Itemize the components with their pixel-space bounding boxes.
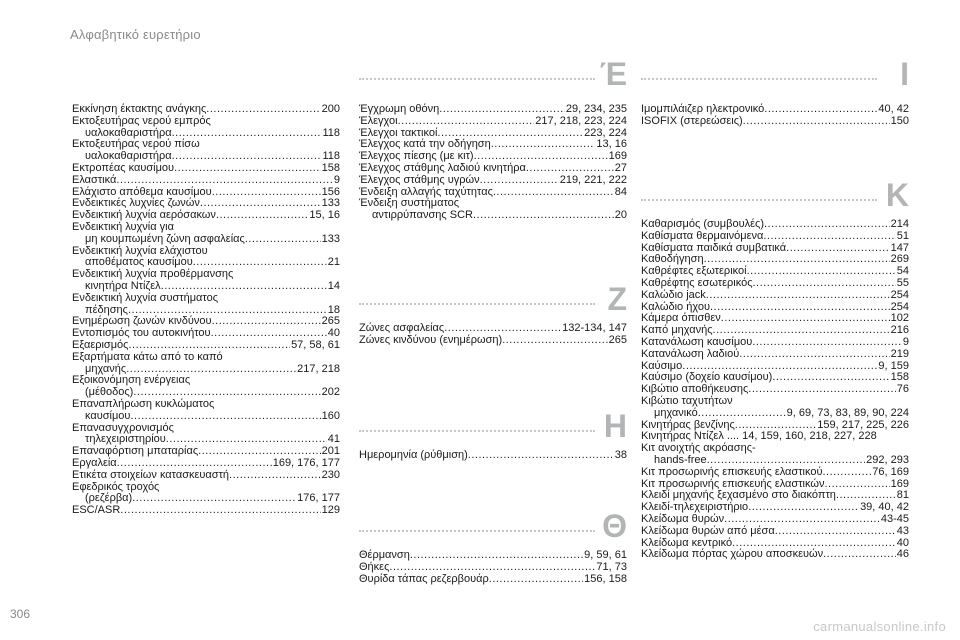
index-entry xyxy=(72,505,340,517)
letter-header-z xyxy=(359,281,627,317)
entry-line xyxy=(72,116,340,128)
letter-header-i xyxy=(641,56,909,92)
entry-term: Ενδεικτική λυχνία αερόσακων xyxy=(72,209,216,222)
entry-pages: 71, 73 xyxy=(596,560,627,573)
entry-pages: 217, 218, 223, 224 xyxy=(535,114,627,127)
index-entry xyxy=(72,340,340,352)
section-letter: K xyxy=(885,177,909,213)
leader-dots xyxy=(245,234,321,246)
entry-line xyxy=(359,550,627,562)
entry-pages: 200 xyxy=(321,103,340,115)
index-entry xyxy=(641,443,909,467)
entry-line xyxy=(641,467,909,479)
entry-pages: 18 xyxy=(327,303,340,316)
entry-pages: 20 xyxy=(614,209,627,222)
entry-term: Ετικέτα στοιχείων κατασκευαστή xyxy=(72,468,230,481)
entry-term: Θήκες xyxy=(359,560,390,573)
entry-term: Ζώνες κινδύνου (ενημέρωση) xyxy=(359,333,503,346)
index-entry xyxy=(72,470,340,482)
entry-pages: 147 xyxy=(890,241,909,254)
entry-term: αντιρρύπανσης SCR xyxy=(372,209,473,222)
entry-term: hands-free xyxy=(654,453,707,466)
leader-dots xyxy=(764,219,890,231)
entry-pages: 46 xyxy=(896,548,909,561)
entry-term: Ενδεικτική λυχνία προθέρμανσης xyxy=(72,268,234,281)
entry-line xyxy=(72,505,340,517)
index-entry xyxy=(641,290,909,302)
entry-pages: 150 xyxy=(890,114,909,127)
entry-term: Καθρέφτης εσωτερικός xyxy=(641,276,753,289)
entry-pages: 158 xyxy=(890,371,909,384)
leader-dots xyxy=(468,450,614,462)
index-entry xyxy=(359,116,627,128)
entry-pages: 9, 59, 61 xyxy=(584,549,627,561)
entry-term: Εξοικονόμηση ενέργειας xyxy=(72,374,191,387)
entry-pages: 76, 169 xyxy=(872,465,909,478)
entry-line xyxy=(72,234,340,246)
entry-term: Εφεδρικός τροχός xyxy=(72,480,160,493)
entry-term: Κλειδί μηχανής ξεχασμένο στο διακόπτη xyxy=(641,489,836,502)
entry-line xyxy=(641,408,909,420)
entry-pages: 169 xyxy=(890,477,909,490)
entry-pages: 254 xyxy=(890,300,909,313)
entry-term: Έλεγχος πίεσης (με κιτ) xyxy=(359,150,474,163)
leader-dots xyxy=(206,104,320,116)
index-entry xyxy=(359,163,627,175)
letter-header-e-tonos xyxy=(359,56,627,92)
leader-dots xyxy=(710,302,890,314)
leader-dots xyxy=(120,505,320,517)
entry-line xyxy=(641,290,909,302)
entry-term: Κλείδωμα θυρών από μέσα xyxy=(641,524,775,537)
entry-term: Ενδεικτική λυχνία συστήματος xyxy=(72,291,219,304)
index-entry xyxy=(72,222,340,246)
index-entry xyxy=(641,337,909,349)
entry-pages: 76 xyxy=(896,383,909,396)
leader-dots xyxy=(526,163,614,175)
entry-pages: 169 xyxy=(608,150,627,163)
leader-dots xyxy=(473,210,614,222)
entry-term: Έλεγχος κατά την οδήγηση xyxy=(359,138,491,151)
leader-dots xyxy=(172,151,322,163)
index-entry xyxy=(641,278,909,290)
index-entry xyxy=(359,562,627,574)
leader-dots xyxy=(748,502,859,514)
leader-dots xyxy=(739,349,889,361)
leader-dots xyxy=(823,467,872,479)
entry-pages: 160 xyxy=(321,409,340,422)
entry-pages: 40 xyxy=(327,327,340,340)
entry-term: Κινητήρας Ντίζελ .... 14, 159, 160, 218, 227, 228 xyxy=(641,430,877,443)
entry-pages: 40 xyxy=(896,536,909,549)
entry-term: Ένδειξη συστήματος xyxy=(359,197,460,210)
entry-line xyxy=(641,514,909,526)
dotted-divider xyxy=(359,78,595,80)
entry-pages: 254 xyxy=(890,288,909,301)
leader-dots xyxy=(823,549,896,561)
section-letter: Z xyxy=(607,281,627,317)
entry-line xyxy=(641,549,909,561)
leader-dots xyxy=(389,562,595,574)
entry-line xyxy=(72,340,340,352)
dotted-divider xyxy=(641,78,877,80)
entry-line xyxy=(359,116,627,128)
leader-dots xyxy=(724,514,880,526)
entry-term: κινητήρα Ντίζελ xyxy=(85,279,161,292)
index-entry xyxy=(72,352,340,376)
entry-term: Ελάχιστο απόθεμα καυσίμου xyxy=(72,185,212,198)
entry-pages: 118 xyxy=(322,150,340,163)
index-entry xyxy=(359,574,627,586)
entry-pages: 29, 234, 235 xyxy=(565,103,627,115)
leader-dots xyxy=(117,458,272,470)
entry-pages: 176, 177 xyxy=(297,492,340,505)
index-entry xyxy=(72,163,340,175)
section-letter: I xyxy=(900,56,909,92)
entry-pages: 40, 42 xyxy=(878,103,909,115)
entry-term: (μέθοδος) xyxy=(85,386,134,399)
leader-dots xyxy=(493,187,614,199)
entries-th xyxy=(359,550,627,585)
entry-term: Κλειδί-τηλεχειριστήριο xyxy=(641,501,749,514)
entry-pages: 84 xyxy=(614,185,627,198)
leader-dots xyxy=(174,163,321,175)
entry-term: Καλώδιο jack xyxy=(641,288,706,301)
entry-line xyxy=(72,293,340,305)
leader-dots xyxy=(116,175,333,187)
entry-pages: 9 xyxy=(902,335,909,348)
entry-term: Κλείδωμα κεντρικό xyxy=(641,536,733,549)
entry-pages: 216 xyxy=(890,324,909,337)
leader-dots xyxy=(410,550,583,562)
entry-pages: 9, 159 xyxy=(878,359,909,372)
entry-term: Κιβώτιο αποθήκευσης xyxy=(641,383,749,396)
index-entry xyxy=(359,335,627,347)
entry-pages: 51 xyxy=(896,229,909,242)
index-entry xyxy=(72,399,340,423)
entry-line xyxy=(641,231,909,243)
entry-term: Ζώνες ασφαλείας xyxy=(359,322,445,334)
entry-term: Εξαερισμός xyxy=(72,338,129,351)
leader-dots xyxy=(721,313,890,325)
entry-term: πέδησης xyxy=(85,303,128,316)
index-entry xyxy=(72,458,340,470)
entry-line xyxy=(641,455,909,467)
entry-pages: 38 xyxy=(614,449,627,461)
leader-dots xyxy=(130,411,320,423)
entry-pages: 9, 69, 73, 83, 89, 90, 224 xyxy=(786,406,909,419)
entry-pages: 158 xyxy=(321,161,340,174)
entry-term: Επαναφόρτιση μπαταρίας xyxy=(72,445,199,458)
entry-line xyxy=(641,337,909,349)
entry-term: Καθοδήγηση xyxy=(641,253,704,266)
entry-pages: 81 xyxy=(896,489,909,502)
entry-line xyxy=(641,526,909,538)
entry-line xyxy=(641,349,909,361)
entry-term: Κιτ ανοιχτής ακρόασης- xyxy=(641,442,756,455)
leader-dots xyxy=(200,198,321,210)
entries-h xyxy=(359,450,627,462)
entry-term: Καθίσματα παιδικά συμβατικά xyxy=(641,241,787,254)
entry-term: Καθίσματα θερμαινόμενα xyxy=(641,229,764,242)
leader-dots xyxy=(786,243,889,255)
leader-dots xyxy=(161,281,327,293)
entry-term: Κατανάλωση καυσίμου xyxy=(641,335,753,348)
entry-term: μηχανής xyxy=(85,362,127,375)
entry-term: Εντοπισμός του αυτοκινήτου xyxy=(72,327,211,340)
entry-term: μηχανικό xyxy=(654,406,698,419)
entry-term: Κιβώτιο ταχυτήτων xyxy=(641,394,733,407)
entries-k xyxy=(641,219,909,561)
entries-i xyxy=(641,104,909,128)
entry-pages: 292, 293 xyxy=(866,453,909,466)
entry-term: Ενημέρωση ζωνών κινδύνου xyxy=(72,315,212,328)
entry-term: Ένδειξη αλλαγής ταχύτητας xyxy=(359,185,493,198)
entry-pages: 169, 176, 177 xyxy=(272,456,340,469)
entry-term: Εκτοξευτήρας νερού εμπρός xyxy=(72,114,211,127)
entry-pages: 269 xyxy=(890,253,909,266)
entry-term: Κατανάλωση λαδιού xyxy=(641,347,740,360)
entries-z xyxy=(359,323,627,347)
entry-term: Κάμερα όπισθεν xyxy=(641,312,721,325)
entry-pages: 265 xyxy=(608,333,627,346)
entry-line xyxy=(72,222,340,234)
entry-term: Καθαρισμός (συμβουλές) xyxy=(641,218,764,230)
index-entry xyxy=(72,423,340,447)
index-entry xyxy=(359,550,627,562)
dotted-divider xyxy=(359,303,595,305)
index-entry xyxy=(359,198,627,222)
leader-dots xyxy=(707,455,866,467)
page-number: 306 xyxy=(10,607,31,621)
entry-pages: 219 xyxy=(890,347,909,360)
index-entry xyxy=(72,175,340,187)
entry-term: καυσίμου xyxy=(85,409,131,422)
dotted-divider xyxy=(641,199,877,201)
entry-pages: 55 xyxy=(896,276,909,289)
leader-dots xyxy=(132,493,296,505)
leader-dots xyxy=(772,372,889,384)
leader-dots xyxy=(216,210,309,222)
entry-term: τηλεχειριστηρίου xyxy=(85,433,166,446)
index-entry xyxy=(641,231,909,243)
entries-e-tonos xyxy=(72,104,340,517)
index-entry xyxy=(359,175,627,187)
entry-pages: 54 xyxy=(896,265,909,278)
entry-pages: 202 xyxy=(321,386,340,399)
entry-term: Έλεγχος στάθμης υγρών xyxy=(359,173,480,186)
entry-pages: 15, 16 xyxy=(309,209,340,222)
entry-term: Ιμομπιλάιζερ ηλεκτρονικό xyxy=(641,103,765,115)
entry-line xyxy=(72,281,340,293)
entry-pages: 159, 217, 225, 226 xyxy=(817,418,909,431)
index-entry xyxy=(641,526,909,538)
entry-term: ESC/ASR xyxy=(72,504,121,517)
entry-pages: 14 xyxy=(327,279,340,292)
entry-term: Κινητήρας βενζίνης xyxy=(641,418,735,431)
index-entry xyxy=(641,514,909,526)
entry-line xyxy=(72,458,340,470)
leader-dots xyxy=(752,337,902,349)
leader-dots xyxy=(229,470,321,482)
entry-pages: 9 xyxy=(333,173,340,186)
entry-term: Έλεγχοι xyxy=(359,114,398,127)
entry-term: Καύσιμο xyxy=(641,359,683,372)
entry-line xyxy=(72,470,340,482)
entry-term: Επανασυγχρονισμός xyxy=(72,421,174,434)
leader-dots xyxy=(763,231,895,243)
entry-pages: 102 xyxy=(890,312,909,325)
entry-term: Καπό μηχανής xyxy=(641,324,713,337)
entry-term: Εργαλεία xyxy=(72,456,117,469)
leader-dots xyxy=(753,278,896,290)
entry-term: ISOFIX (στερεώσεις) xyxy=(641,114,743,127)
index-entry xyxy=(72,375,340,399)
entry-line xyxy=(72,352,340,364)
entry-pages: 43 xyxy=(896,524,909,537)
leader-dots xyxy=(489,574,583,586)
entry-term: αποθέματος καυσίμου xyxy=(85,256,193,269)
entry-pages: 133 xyxy=(321,232,340,245)
entry-term: Έλεγχος στάθμης λαδιού κινητήρα xyxy=(359,161,526,174)
entry-pages: 230 xyxy=(321,468,340,481)
entry-line xyxy=(359,335,627,347)
index-entry xyxy=(72,482,340,506)
entry-line xyxy=(359,450,627,462)
entry-pages: 57, 58, 61 xyxy=(291,338,340,351)
watermark: carmanualsonline.info xyxy=(813,619,946,634)
letter-header-th xyxy=(359,508,627,544)
leader-dots xyxy=(747,266,896,278)
entry-pages: 21 xyxy=(327,256,340,269)
entry-line xyxy=(359,175,627,187)
section-letter: Θ xyxy=(602,508,627,544)
entry-term: υαλοκαθαριστήρα xyxy=(85,126,172,139)
entry-pages: 217, 218 xyxy=(297,362,340,375)
entry-pages: 129 xyxy=(321,504,340,517)
entry-line xyxy=(641,396,909,408)
entry-line xyxy=(359,163,627,175)
entry-term: Ενδεικτική λυχνία ελάχιστου xyxy=(72,244,208,257)
entry-line xyxy=(72,163,340,175)
entry-term: Κιτ προσωρινής επισκευής ελαστικών xyxy=(641,477,825,490)
entries-e-tonos-2 xyxy=(359,104,627,222)
letter-header-k xyxy=(641,177,909,213)
leader-dots xyxy=(480,175,559,187)
index-entry xyxy=(72,269,340,293)
entry-line xyxy=(359,210,627,222)
entry-pages: 118 xyxy=(322,126,340,139)
leader-dots xyxy=(128,340,290,352)
entry-term: Επαναπλήρωση κυκλώματος xyxy=(72,397,215,410)
entry-pages: 201 xyxy=(321,445,340,458)
index-entry xyxy=(72,139,340,163)
leader-dots xyxy=(743,116,890,128)
entry-term: Θέρμανση xyxy=(359,549,410,561)
dotted-divider xyxy=(359,430,595,432)
dotted-divider xyxy=(359,530,595,532)
index-entry xyxy=(641,116,909,128)
entry-term: Εκτροπέας καυσίμου xyxy=(72,161,175,174)
entry-pages: 223, 224 xyxy=(584,126,627,139)
entry-term: Ημερομηνία (ρύθμιση) xyxy=(359,449,468,461)
entry-line xyxy=(72,175,340,187)
entry-line xyxy=(641,278,909,290)
leader-dots xyxy=(775,526,896,538)
entry-pages: 265 xyxy=(321,315,340,328)
entry-term: Έγχρωμη οθόνη xyxy=(359,103,440,115)
entry-line xyxy=(641,116,909,128)
leader-dots xyxy=(398,116,535,128)
entry-term: Εξαρτήματα κάτω από το καπό xyxy=(72,350,223,363)
entry-pages: 156 xyxy=(321,185,340,198)
section-letter: Έ xyxy=(599,56,627,92)
entry-term: Καθρέφτες εξωτερικοί xyxy=(641,265,747,278)
letter-header-h xyxy=(359,408,627,444)
entry-line xyxy=(359,562,627,574)
entry-term: Θυρίδα τάπας ρεζερβουάρ xyxy=(359,572,489,585)
entry-pages: 214 xyxy=(890,218,909,230)
entry-pages: 43-45 xyxy=(880,512,909,525)
entry-pages: 132-134, 147 xyxy=(562,322,627,334)
index-entry xyxy=(359,450,627,462)
entry-term: Ενδεικτική λυχνία για xyxy=(72,220,174,233)
entry-term: Κλείδωμα πόρτας χώρου αποσκευών xyxy=(641,548,824,561)
entry-pages: 39, 40, 42 xyxy=(860,501,909,514)
entry-term: μη κουμπωμένη ζώνη ασφαλείας xyxy=(85,232,245,245)
entry-line xyxy=(72,399,340,411)
leader-dots xyxy=(212,316,321,328)
entry-term: Κιτ προσωρινής επισκευής ελαστικού xyxy=(641,465,823,478)
index-entry xyxy=(641,396,909,420)
entry-term: Εκκίνηση έκτακτης ανάγκης xyxy=(72,103,207,115)
entry-term: Καύσιμο (δοχείο καυσίμου) xyxy=(641,371,773,384)
index-entry xyxy=(72,116,340,140)
entry-term: Έλεγχοι τακτικοί xyxy=(359,126,438,139)
entry-term: Κλείδωμα θυρών xyxy=(641,512,725,525)
leader-dots xyxy=(212,187,321,199)
entry-term: (ρεζέρβα) xyxy=(85,492,133,505)
entry-line xyxy=(72,411,340,423)
entry-term: υαλοκαθαριστήρα xyxy=(85,150,172,163)
leader-dots xyxy=(491,139,596,151)
entry-term: Εκτοξευτήρας νερού πίσω xyxy=(72,138,200,151)
entry-pages: 41 xyxy=(327,433,340,446)
entry-term: Ελαστικά xyxy=(72,173,117,186)
entry-pages: 133 xyxy=(321,197,340,210)
page-title: Αλφαβητικό ευρετήριο xyxy=(70,27,201,42)
leader-dots xyxy=(706,290,890,302)
index-entry xyxy=(72,293,340,317)
entry-pages: 13, 16 xyxy=(596,138,627,151)
index-entry xyxy=(641,467,909,479)
entry-pages: 156, 158 xyxy=(584,572,627,585)
entry-term: Ενδεικτικές λυχνίες ζωνών xyxy=(72,197,200,210)
index-entry xyxy=(641,349,909,361)
leader-dots xyxy=(502,335,607,347)
entry-line xyxy=(359,574,627,586)
leader-dots xyxy=(748,384,895,396)
entry-term: Καλώδιο ήχου xyxy=(641,300,710,313)
entry-pages: 27 xyxy=(614,161,627,174)
section-letter: H xyxy=(603,408,627,444)
index-entry xyxy=(72,246,340,270)
entry-pages: 219, 221, 222 xyxy=(559,173,627,186)
leader-dots xyxy=(764,104,877,116)
index-entry xyxy=(641,549,909,561)
leader-dots xyxy=(698,408,786,420)
